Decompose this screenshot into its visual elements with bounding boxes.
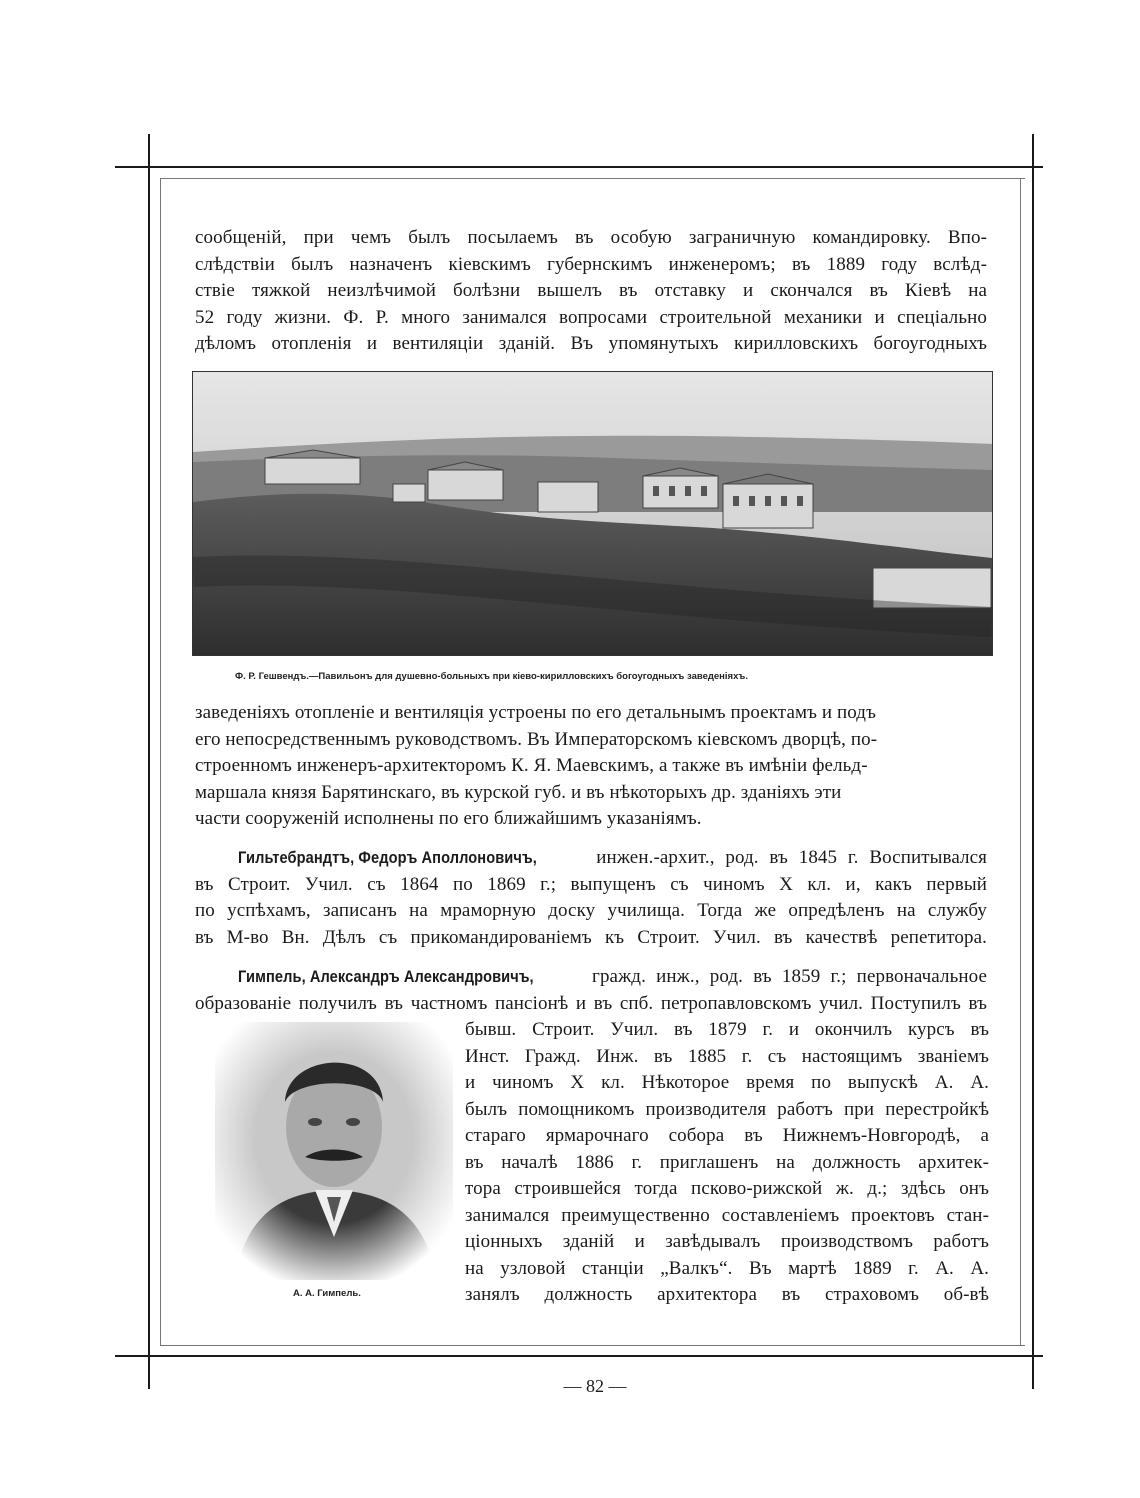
paragraph-top: [195, 225, 987, 358]
right-inner-rule: [1020, 178, 1021, 1346]
entry-first-line: [195, 964, 987, 991]
entry-name: Гимпель, Александръ Александровичъ,: [238, 967, 534, 986]
text-line: сообщеній, при чемъ былъ посылаемъ въ особую заграничную командировку. Впо-: [195, 227, 987, 248]
text-line: ціонныхъ зданій и завѣдывалъ производствомъ работъ: [465, 1231, 989, 1252]
text-fragment: инжен.-архит., род. въ 1845 г. Воспитывался: [585, 847, 987, 868]
text-line: въ М-во Вн. Дѣлъ съ прикомандированіемъ къ Строит. Учил. въ качествѣ репетитора.: [195, 926, 987, 948]
text-line: Инст. Гражд. Инж. въ 1885 г. съ настоящимъ званіемъ: [465, 1045, 989, 1067]
entry-gimpel-continued: [465, 1017, 989, 1309]
text-line: ствіе тяжкой неизлѣчимой болѣзни вышелъ въ отставку и скончался въ Кіевѣ на: [195, 280, 987, 301]
text-line: дѣломъ отопленія и вентиляціи зданій. Въ упомянутыхъ кирилловскихъ богоугодныхъ: [195, 333, 987, 354]
text-line: былъ помощникомъ производителя работъ при перестройкѣ: [465, 1098, 989, 1120]
photo-caption: Ф. Р. Гешвендъ.—Павильонъ для душевно-больныхъ при кіево-кирилловскихъ богоугодныхъ заведеніяхъ.: [235, 671, 748, 682]
top-rule: [115, 166, 1043, 168]
text-line: части сооруженій исполнены по его ближайшимъ указаніямъ.: [195, 808, 702, 829]
text-line: занялъ должность архитектора въ страховомъ об-вѣ: [465, 1284, 989, 1305]
text-line: его непосредственнымъ руководствомъ. Въ Императорскомъ кіевскомъ дворцѣ, по-: [195, 728, 878, 750]
entry-giltebrandt: [195, 845, 987, 951]
text-line: тора строившейся тогда псково-рижской ж. д.; здѣсь онъ: [465, 1178, 989, 1199]
text-line: маршала князя Барятинскаго, въ курской губ. и въ нѣкоторыхъ др. зданіяхъ эти: [195, 781, 842, 803]
text-line: на узловой станціи „Валкъ“. Въ мартѣ 1889 г. А. А.: [465, 1257, 989, 1279]
left-rule: [148, 134, 150, 1389]
text-fragment: гражд. инж., род. въ 1859 г.; первоначальное: [581, 966, 987, 987]
text-line: образованіе получилъ въ частномъ пансіонѣ и въ спб. петропавловскомъ учил. Поступилъ въ: [195, 992, 987, 1014]
portrait-photo: [215, 1022, 453, 1280]
portrait-caption: А. А. Гимпель.: [293, 1288, 361, 1299]
text-line: занимался преимущественно составленіемъ проектовъ стан-: [465, 1204, 989, 1226]
left-inner-rule: [160, 178, 161, 1346]
right-rule: [1032, 134, 1034, 1389]
text-line: 52 году жизни. Ф. Р. много занимался вопросами строительной механики и спеціально: [195, 306, 987, 328]
text-line: въ началѣ 1886 г. приглашенъ на должность архитек-: [465, 1151, 989, 1173]
text-line: строенномъ инженеръ-архитекторомъ К. Я. Маевскимъ, а также въ имѣніи фельд-: [195, 755, 868, 776]
text-line: по успѣхамъ, записанъ на мраморную доску училища. Тогда же опредѣленъ на службу: [195, 900, 987, 921]
entry-gimpel: [195, 964, 987, 1017]
entry-first-line: [195, 845, 987, 872]
top-inner-rule: [160, 178, 1025, 179]
bottom-inner-rule: [160, 1345, 1025, 1346]
page-number: — 82 —: [563, 1376, 627, 1396]
text-line: въ Строит. Учил. съ 1864 по 1869 г.; выпущенъ съ чиномъ X кл. и, какъ первый: [195, 873, 987, 895]
entry-name: Гильтебрандтъ, Федоръ Аполлоновичъ,: [238, 848, 537, 867]
paragraph-middle: [195, 700, 987, 833]
text-line: и чиномъ X кл. Нѣкоторое время по выпускѣ А. А.: [465, 1072, 989, 1093]
text-line: бывш. Строит. Учил. въ 1879 г. и окончилъ курсъ въ: [465, 1019, 989, 1040]
text-line: заведеніяхъ отопленіе и вентиляція устроены по его детальнымъ проектамъ и подъ: [195, 702, 877, 723]
text-line: стараго ярмарочнаго собора въ Нижнемъ-Новгородѣ, а: [465, 1125, 989, 1146]
text-line: слѣдствіи былъ назначенъ кіевскимъ губернскимъ инженеромъ; въ 1889 году вслѣд-: [195, 253, 987, 275]
landscape-photo: [192, 371, 993, 656]
bottom-rule: [115, 1355, 1043, 1357]
